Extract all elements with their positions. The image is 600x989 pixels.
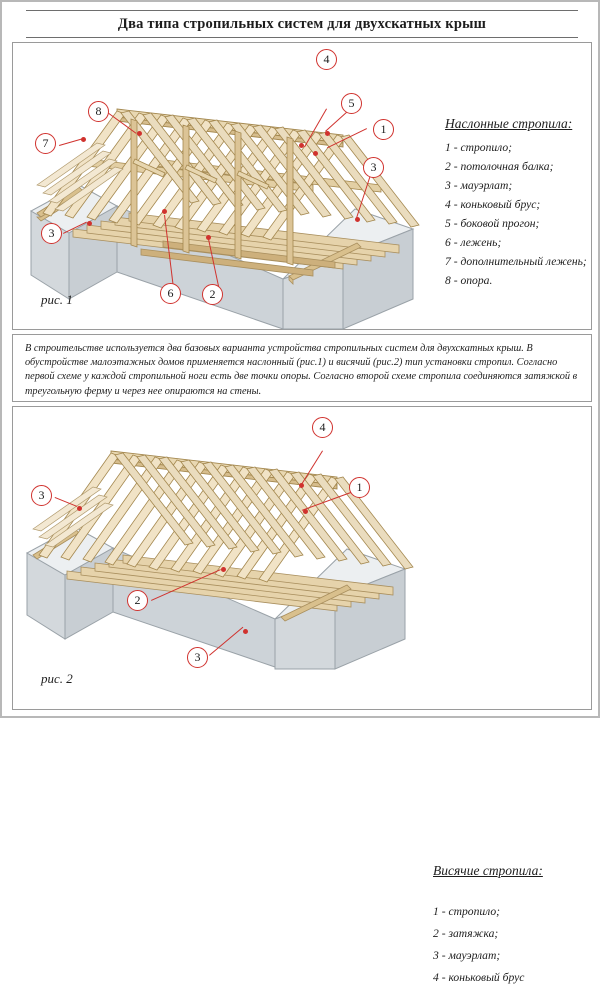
marker-1[interactable]: 1 — [349, 477, 370, 498]
leader-dot — [325, 131, 330, 136]
marker-3b[interactable]: 3 — [187, 647, 208, 668]
leader-dot — [299, 143, 304, 148]
page-title — [26, 10, 578, 38]
marker-3[interactable]: 3 — [363, 157, 384, 178]
page-title-text: Два типа стропильных систем для двухскатных крыш — [117, 15, 487, 32]
legend-item: 3 - мауэрлат; — [433, 949, 501, 962]
marker-7[interactable]: 7 — [35, 133, 56, 154]
legend-item: 5 - боковой прогон; — [445, 217, 540, 230]
marker-6[interactable]: 6 — [160, 283, 181, 304]
legend-item: 7 - дополнительный лежень; — [445, 255, 587, 268]
leader-dot — [313, 151, 318, 156]
leader-dot — [303, 509, 308, 514]
legend-list — [445, 138, 595, 290]
marker-1[interactable]: 1 — [373, 119, 394, 140]
legend-item: 4 - коньковый брус — [433, 971, 525, 984]
leader-dot — [243, 629, 248, 634]
description-text: В строительстве используется два базовых варианта устройства стропильных систем для двухскатных крыш. В обустройстве малоэтажных домов применяется наслонный (рис.1) и висячий (рис.2) тип установки стропил. Согласно первой схеме у каждой стропильной ноги есть две точки опоры. Согласно второй схеме стропила соединяются затяжкой в треугольную ферму и через нее опираются на стены. — [25, 343, 578, 397]
leader-dot — [137, 131, 142, 136]
figure-2-legend — [433, 862, 598, 989]
legend-item: 1 - стропило; — [433, 905, 501, 918]
marker-4[interactable]: 4 — [312, 417, 333, 438]
legend-item: 3 - мауэрлат; — [445, 179, 513, 192]
leader-dot — [206, 235, 211, 240]
leader-dot — [81, 137, 86, 142]
marker-3[interactable]: 3 — [31, 485, 52, 506]
leader-dot — [162, 209, 167, 214]
legend-title: Висячие стропила: — [433, 863, 543, 878]
legend-title: Наслонные стропила: — [445, 116, 573, 131]
legend-list — [433, 901, 598, 989]
marker-2[interactable]: 2 — [127, 590, 148, 611]
legend-item: 6 - лежень; — [445, 236, 502, 249]
marker-2[interactable]: 2 — [202, 284, 223, 305]
figure-2-illustration — [13, 407, 591, 709]
leader-dot — [77, 506, 82, 511]
figure-1-caption: рис. 1 — [41, 292, 73, 307]
legend-item: 8 - опора. — [445, 274, 493, 287]
figure-1-legend — [445, 115, 595, 290]
leader-dot — [299, 483, 304, 488]
marker-3b[interactable]: 3 — [41, 223, 62, 244]
marker-4[interactable]: 4 — [316, 49, 337, 70]
leader-dot — [221, 567, 226, 572]
figure-1-panel — [12, 42, 592, 330]
legend-item: 1 - стропило; — [445, 141, 513, 154]
figure-2-panel — [12, 406, 592, 984]
marker-5[interactable]: 5 — [341, 93, 362, 114]
leader-dot — [87, 221, 92, 226]
description-panel — [12, 334, 592, 402]
legend-item: 4 - коньковый брус; — [445, 198, 541, 211]
leader-dot — [355, 217, 360, 222]
legend-item: 2 - потолочная балка; — [445, 160, 554, 173]
figure-2-caption: рис. 2 — [41, 671, 73, 686]
legend-item: 2 - затяжка; — [433, 927, 499, 940]
marker-8[interactable]: 8 — [88, 101, 109, 122]
